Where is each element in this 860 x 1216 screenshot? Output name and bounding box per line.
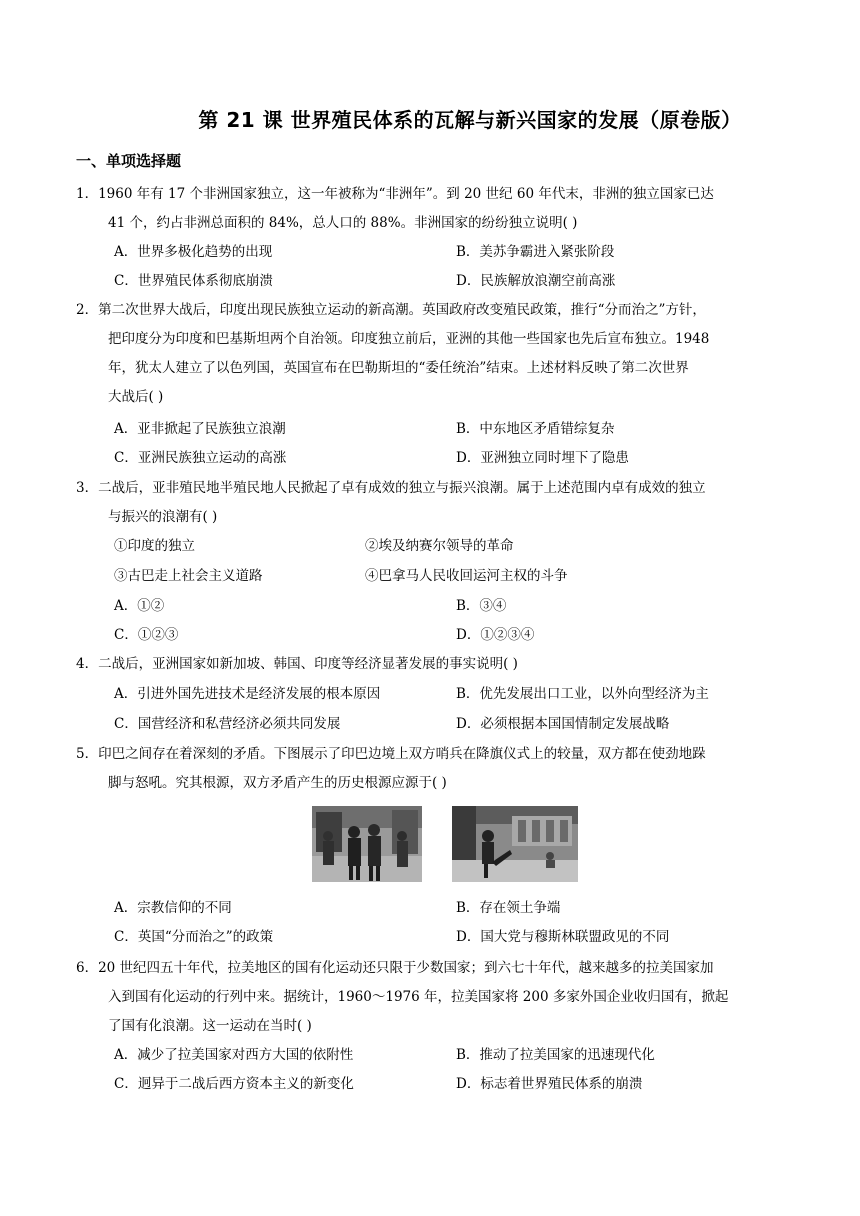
question-3-statement-3: ③古巴走上社会主义道路 [114, 568, 263, 584]
question-2-option-d: D．亚洲独立同时埋下了隐患 [456, 450, 629, 466]
question-3-option-c: C．①②③ [114, 627, 179, 643]
page-title: 第 21 课 世界殖民体系的瓦解与新兴国家的发展（原卷版） [198, 108, 742, 132]
question-4-option-a: A．引进外国先进技术是经济发展的根本原因 [114, 686, 381, 702]
question-5-option-d: D．国大党与穆斯林联盟政见的不同 [456, 929, 670, 945]
question-4-line-1: 4．二战后，亚洲国家如新加坡、韩国、印度等经济显著发展的事实说明( ) [76, 656, 518, 672]
question-6-line-2: 入到国有化运动的行列中来。据统计，1960～1976 年，拉美国家将 200 多家外国企业收归国有，掀起 [108, 989, 729, 1005]
border-ceremony-photo-left [312, 806, 422, 882]
question-1-option-a: A．世界多极化趋势的出现 [114, 244, 273, 260]
question-3-line-1: 3．二战后，亚非殖民地半殖民地人民掀起了卓有成效的独立与振兴浪潮。属于上述范围内卓有成效的独立 [76, 480, 706, 496]
question-5-option-a: A．宗教信仰的不同 [114, 900, 232, 916]
question-1-option-b: B．美苏争霸进入紧张阶段 [456, 244, 615, 260]
question-2-line-4: 大战后( ) [108, 389, 164, 405]
question-3-statement-4: ④巴拿马人民收回运河主权的斗争 [365, 568, 568, 584]
question-4-option-d: D．必须根据本国国情制定发展战略 [456, 716, 670, 732]
question-2-line-2: 把印度分为印度和巴基斯坦两个自治领。印度独立前后，亚洲的其他一些国家也先后宣布独立。1948 [108, 331, 710, 347]
question-2-line-1: 2．第二次世界大战后，印度出现民族独立运动的新高潮。英国政府改变殖民政策，推行“分而治之”方针， [76, 302, 706, 318]
question-4-option-c: C．国营经济和私营经济必须共同发展 [114, 716, 341, 732]
question-2-option-a: A．亚非掀起了民族独立浪潮 [114, 421, 286, 437]
question-3-line-2: 与振兴的浪潮有( ) [108, 509, 218, 525]
question-6-option-c: C．迥异于二战后西方资本主义的新变化 [114, 1076, 354, 1092]
question-3-option-a: A．①② [114, 598, 165, 614]
question-3-option-d: D．①②③④ [456, 627, 535, 643]
question-5-line-2: 脚与怒吼。究其根源，双方矛盾产生的历史根源应源于( ) [108, 775, 447, 791]
question-1-line-2: 41 个，约占非洲总面积的 84%，总人口的 88%。非洲国家的纷纷独立说明( ) [108, 215, 578, 231]
question-6-line-3: 了国有化浪潮。这一运动在当时( ) [108, 1018, 312, 1034]
question-6-option-a: A．减少了拉美国家对西方大国的依附性 [114, 1047, 354, 1063]
question-6-line-1: 6．20 世纪四五十年代，拉美地区的国有化运动还只限于少数国家；到六七十年代，越来越多的拉美国家加 [76, 960, 714, 976]
question-3-statement-1: ①印度的独立 [114, 538, 195, 554]
question-4-option-b: B．优先发展出口工业，以外向型经济为主 [456, 686, 709, 702]
question-1-option-c: C．世界殖民体系彻底崩溃 [114, 273, 273, 289]
question-1-option-d: D．民族解放浪潮空前高涨 [456, 273, 616, 289]
question-5-option-b: B．存在领土争端 [456, 900, 561, 916]
question-3-statement-2: ②埃及纳赛尔领导的革命 [365, 538, 514, 554]
question-2-line-3: 年，犹太人建立了以色列国，英国宣布在巴勒斯坦的“委任统治”结束。上述材料反映了第二次世界 [108, 360, 689, 376]
question-2-option-c: C．亚洲民族独立运动的高涨 [114, 450, 287, 466]
section-heading: 一、单项选择题 [76, 152, 182, 170]
question-5-line-1: 5．印巴之间存在着深刻的矛盾。下图展示了印巴边境上双方哨兵在降旗仪式上的较量，双方都在使劲地跺 [76, 746, 706, 762]
question-6-option-d: D．标志着世界殖民体系的崩溃 [456, 1076, 643, 1092]
question-1-line-1: 1．1960 年有 17 个非洲国家独立，这一年被称为“非洲年”。到 20 世纪 60 年代末，非洲的独立国家已达 [76, 186, 714, 202]
question-3-option-b: B．③④ [456, 598, 507, 614]
question-2-option-b: B．中东地区矛盾错综复杂 [456, 421, 615, 437]
question-6-option-b: B．推动了拉美国家的迅速现代化 [456, 1047, 655, 1063]
border-ceremony-photo-right [452, 806, 578, 882]
question-5-option-c: C．英国“分而治之”的政策 [114, 929, 274, 945]
